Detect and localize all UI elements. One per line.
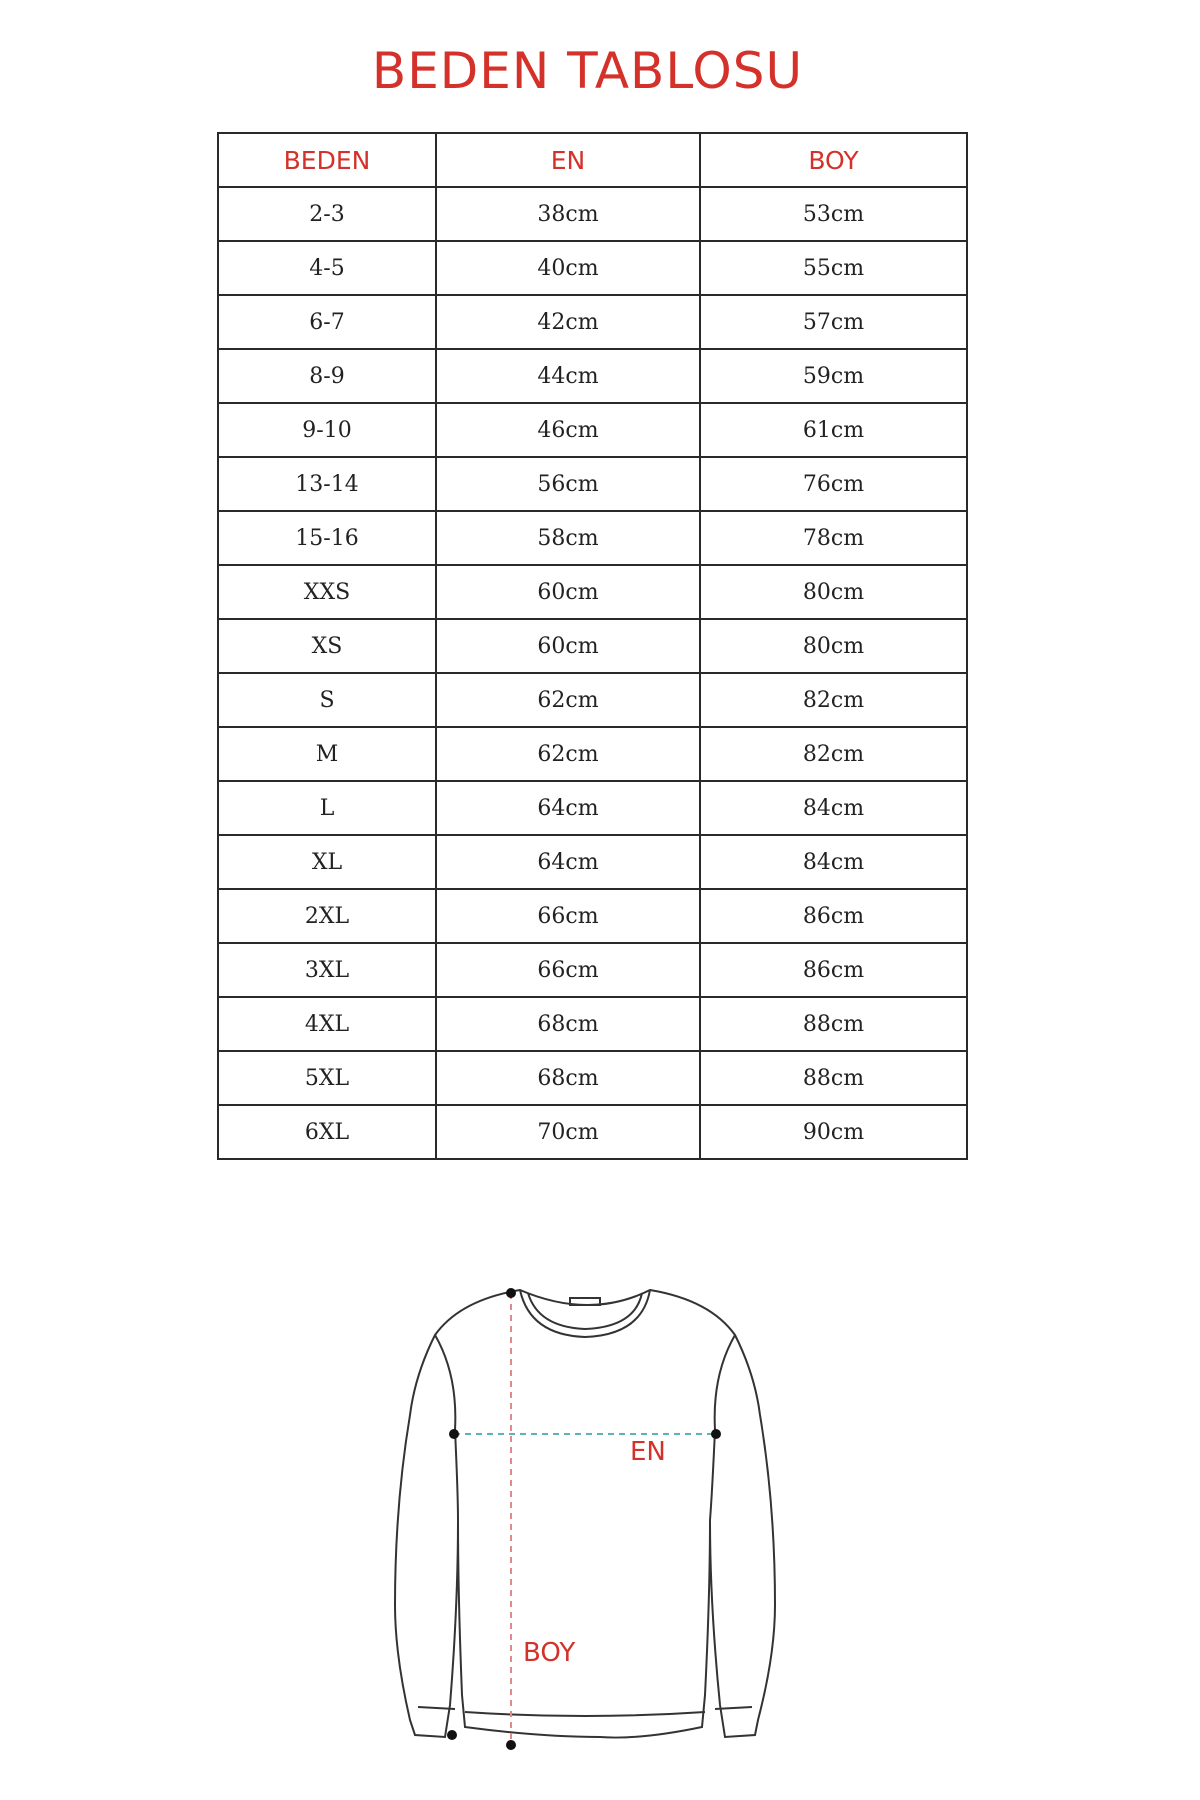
en-point-right bbox=[711, 1429, 721, 1439]
table-row bbox=[218, 1105, 967, 1159]
cell-beden: 15-16 bbox=[218, 511, 436, 565]
hem-point-left bbox=[447, 1730, 457, 1740]
cell-en: 66cm bbox=[436, 889, 700, 943]
table-row bbox=[218, 511, 967, 565]
boy-label: BOY bbox=[523, 1638, 576, 1668]
cell-boy: 84cm bbox=[700, 835, 967, 889]
boy-point-top bbox=[506, 1288, 516, 1298]
sweater-diagram bbox=[380, 1275, 800, 1775]
cell-beden: 9-10 bbox=[218, 403, 436, 457]
cell-en: 58cm bbox=[436, 511, 700, 565]
cell-boy: 90cm bbox=[700, 1105, 967, 1159]
cell-boy: 61cm bbox=[700, 403, 967, 457]
left-sleeve-seam bbox=[435, 1335, 458, 1520]
table-row bbox=[218, 727, 967, 781]
table-row bbox=[218, 889, 967, 943]
cell-boy: 86cm bbox=[700, 943, 967, 997]
table-body bbox=[218, 187, 967, 1159]
cell-beden: S bbox=[218, 673, 436, 727]
en-label: EN bbox=[630, 1437, 666, 1467]
boy-point-bottom bbox=[506, 1740, 516, 1750]
table-row bbox=[218, 187, 967, 241]
cell-beden: 13-14 bbox=[218, 457, 436, 511]
cell-beden: 3XL bbox=[218, 943, 436, 997]
table-row bbox=[218, 835, 967, 889]
cell-beden: 4XL bbox=[218, 997, 436, 1051]
table-row bbox=[218, 943, 967, 997]
cell-boy: 80cm bbox=[700, 565, 967, 619]
sweater-body bbox=[395, 1290, 775, 1738]
cell-beden: 8-9 bbox=[218, 349, 436, 403]
cell-boy: 78cm bbox=[700, 511, 967, 565]
cell-en: 64cm bbox=[436, 835, 700, 889]
cell-beden: 6-7 bbox=[218, 295, 436, 349]
header-en: EN bbox=[436, 133, 700, 187]
hem-band-line bbox=[465, 1712, 705, 1716]
header-beden: BEDEN bbox=[218, 133, 436, 187]
cell-boy: 88cm bbox=[700, 1051, 967, 1105]
cell-en: 68cm bbox=[436, 1051, 700, 1105]
page-title: BEDEN TABLOSU bbox=[371, 42, 804, 100]
table-row bbox=[218, 1051, 967, 1105]
cell-en: 60cm bbox=[436, 565, 700, 619]
cell-en: 68cm bbox=[436, 997, 700, 1051]
table-row bbox=[218, 403, 967, 457]
cell-beden: 5XL bbox=[218, 1051, 436, 1105]
sweater-outline bbox=[395, 1290, 775, 1738]
cell-en: 62cm bbox=[436, 727, 700, 781]
cell-en: 62cm bbox=[436, 673, 700, 727]
cell-en: 66cm bbox=[436, 943, 700, 997]
cell-beden: 2XL bbox=[218, 889, 436, 943]
cell-beden: 6XL bbox=[218, 1105, 436, 1159]
cell-boy: 80cm bbox=[700, 619, 967, 673]
cell-en: 56cm bbox=[436, 457, 700, 511]
cell-beden: 4-5 bbox=[218, 241, 436, 295]
cell-en: 40cm bbox=[436, 241, 700, 295]
cell-en: 46cm bbox=[436, 403, 700, 457]
cell-boy: 82cm bbox=[700, 673, 967, 727]
cell-en: 44cm bbox=[436, 349, 700, 403]
table-row bbox=[218, 781, 967, 835]
table-row bbox=[218, 565, 967, 619]
cell-boy: 86cm bbox=[700, 889, 967, 943]
en-point-left bbox=[449, 1429, 459, 1439]
cell-boy: 55cm bbox=[700, 241, 967, 295]
cell-beden: 2-3 bbox=[218, 187, 436, 241]
cell-en: 64cm bbox=[436, 781, 700, 835]
cell-en: 42cm bbox=[436, 295, 700, 349]
cell-boy: 59cm bbox=[700, 349, 967, 403]
cell-boy: 57cm bbox=[700, 295, 967, 349]
cell-boy: 53cm bbox=[700, 187, 967, 241]
cell-boy: 76cm bbox=[700, 457, 967, 511]
table-row bbox=[218, 457, 967, 511]
table-row bbox=[218, 241, 967, 295]
table-row bbox=[218, 673, 967, 727]
cell-beden: XS bbox=[218, 619, 436, 673]
table-header-row bbox=[218, 133, 967, 187]
cell-beden: XXS bbox=[218, 565, 436, 619]
table-row bbox=[218, 349, 967, 403]
right-sleeve-seam bbox=[710, 1335, 735, 1520]
table-row bbox=[218, 295, 967, 349]
table-row bbox=[218, 997, 967, 1051]
cell-boy: 84cm bbox=[700, 781, 967, 835]
cell-en: 38cm bbox=[436, 187, 700, 241]
size-table bbox=[217, 132, 968, 1160]
table-row bbox=[218, 619, 967, 673]
cell-boy: 88cm bbox=[700, 997, 967, 1051]
cell-en: 60cm bbox=[436, 619, 700, 673]
cell-beden: L bbox=[218, 781, 436, 835]
cell-beden: M bbox=[218, 727, 436, 781]
cell-en: 70cm bbox=[436, 1105, 700, 1159]
cell-beden: XL bbox=[218, 835, 436, 889]
cell-boy: 82cm bbox=[700, 727, 967, 781]
header-boy: BOY bbox=[700, 133, 967, 187]
